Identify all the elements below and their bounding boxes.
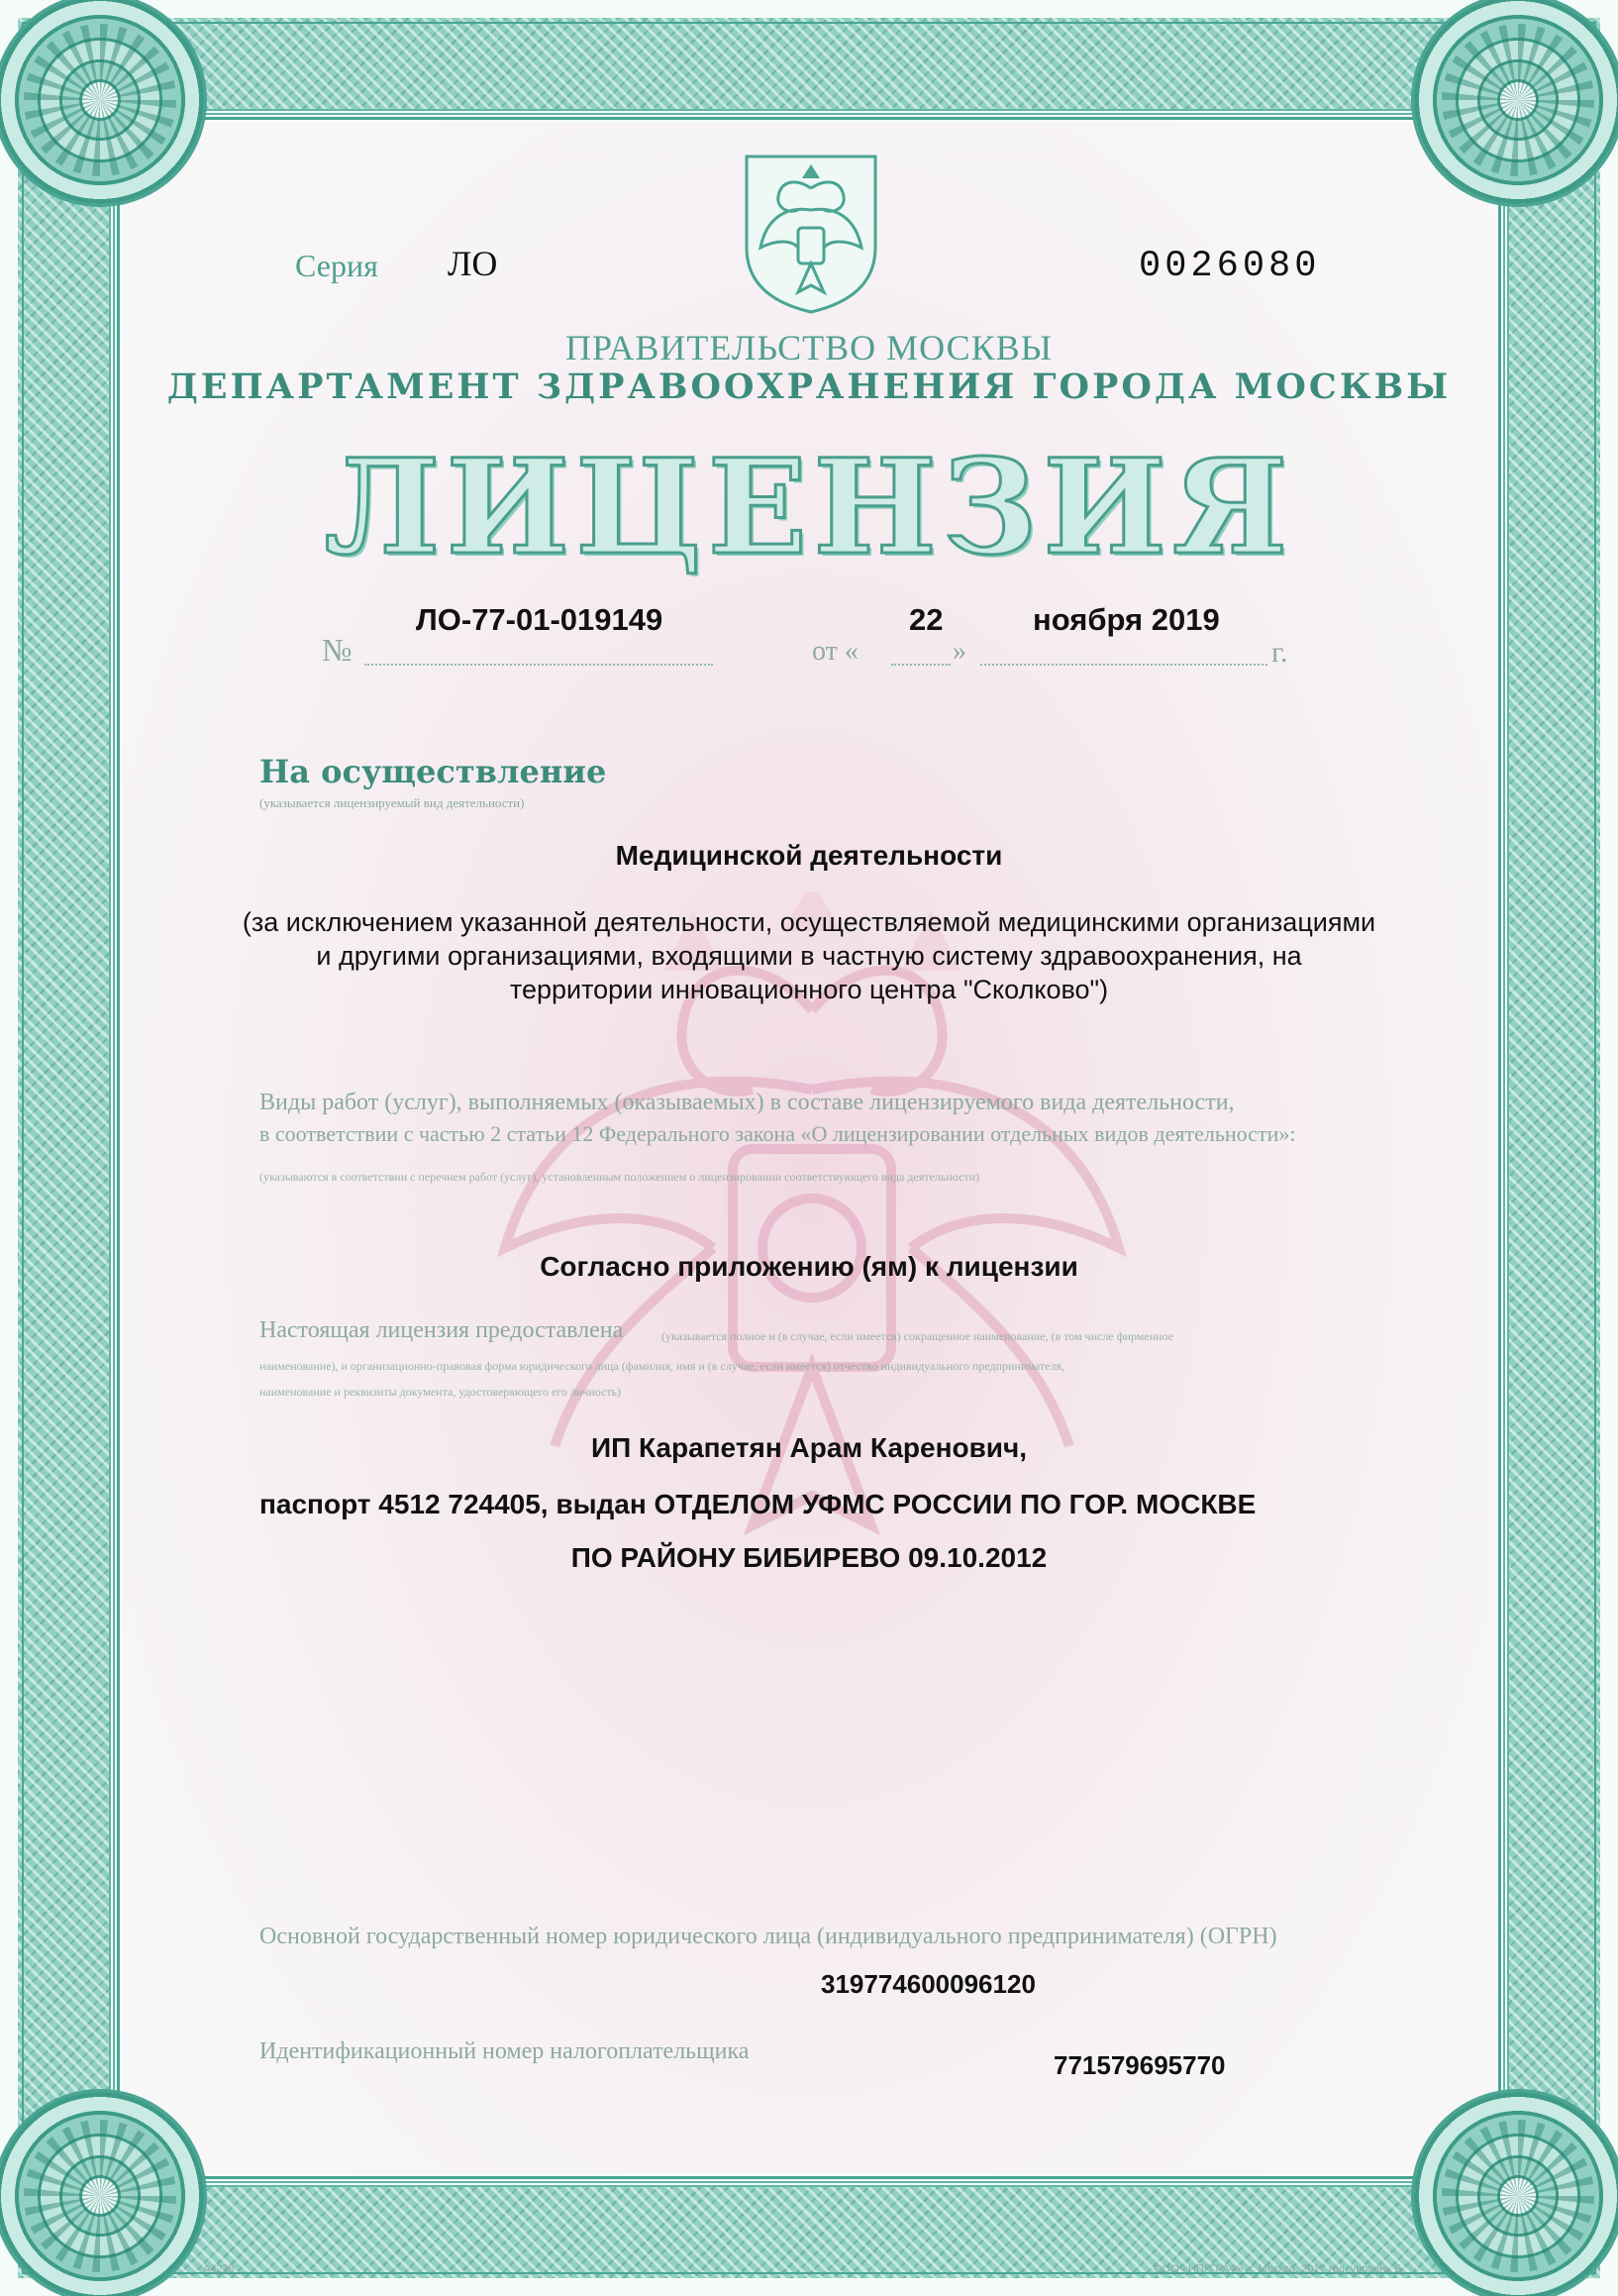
blank-number: 0026080 [1139,246,1321,287]
year-suffix: г. [1271,636,1288,669]
inn-value: 771579695770 [1054,2050,1226,2080]
corner-rosette-top-right [1414,0,1618,204]
granted-hint-line-2: наименование), и организационно-правовая форма юридического лица (фамилия, имя и (в случае, если имеется) отчество индивидуального предпринимателя, [259,1359,1064,1373]
holder-line-1: ИП Карапетян Арам Каренович, [590,1432,1028,1463]
series-label: Серия [295,248,378,283]
ogrn-label: Основной государственный номер юридического лица (индивидуального предпринимателя) (ОГРН) [259,1924,1277,1949]
holder-line-2: паспорт 4512 724405, выдан ОТДЕЛОМ УФМС РОССИИ ПО ГОР. МОСКВЕ [259,1489,1257,1519]
date-month-year: ноября 2019 [1033,602,1220,637]
number-underline [364,664,713,666]
activity-note-line-3: территории инновационного центра "Сколково") [509,975,1109,1004]
day-underline [891,664,951,666]
works-line-2: в соответствии с частью 2 статьи 12 Федерального закона «О лицензировании отдельных видов деятельности»: [259,1121,1296,1146]
works-line-1: Виды работ (услуг), выполняемых (оказываемых) в составе лицензируемого вида деятельности, [259,1090,1235,1115]
granted-label: Настоящая лицензия предоставлена [259,1317,624,1343]
ogrn-value: 319774600096120 [821,1969,1036,1999]
footer-printer: ООО «НПГГРАФ», г. Москва, 2017 год, уровень Б [1154,2263,1402,2275]
activity-note-line-2: и другими организациями, входящими в частную систему здравоохранения, на [316,941,1302,971]
corner-rosette-bottom-left [0,2092,204,2296]
number-label: № [322,632,353,668]
date-close-quote: » [953,636,966,667]
date-day: 22 [909,602,944,637]
issuer-department: ДЕПАРТАМЕНТ ЗДРАВООХРАНЕНИЯ ГОРОДА МОСКВЫ [166,366,1452,407]
coat-of-arms-icon [737,149,885,317]
issuer-government: ПРАВИТЕЛЬСТВО МОСКВЫ [564,328,1053,367]
month-underline [980,664,1267,666]
activity-value: Медицинской деятельности [615,840,1003,871]
corner-rosette-bottom-right [1414,2092,1618,2296]
granted-hint-line-3: наименование и реквизиты документа, удостоверяющего его личность) [259,1385,622,1399]
date-from-label: от « [812,636,859,667]
granted-hint-line-1: (указывается полное и (в случае, если имеется) сокращенное наименование, (в том числе фирменное [661,1329,1174,1343]
inn-label: Идентификационный номер налогоплательщика [259,2038,750,2064]
corner-rosette-top-left [0,0,204,204]
works-hint: (указываются в соответствии с перечнем работ (услуг), установленным положением о лицензировании соответствующего вида деятельности) [259,1170,980,1184]
holder-line-3: ПО РАЙОНУ БИБИРЕВО 09.10.2012 [570,1542,1048,1573]
document-title: ЛИЦЕНЗИЯ [324,431,1294,584]
series-value: ЛО [448,244,498,283]
footer-form-code: А4238 [203,2263,235,2275]
activity-note-line-1: (за исключением указанной деятельности, осуществляемой медицинскими организациями [242,907,1376,937]
works-value: Согласно приложению (ям) к лицензии [540,1251,1078,1282]
license-number: ЛО-77-01-019149 [416,602,663,637]
activity-hint: (указывается лицензируемый вид деятельности) [259,795,525,810]
activity-heading: На осуществление [259,753,607,790]
